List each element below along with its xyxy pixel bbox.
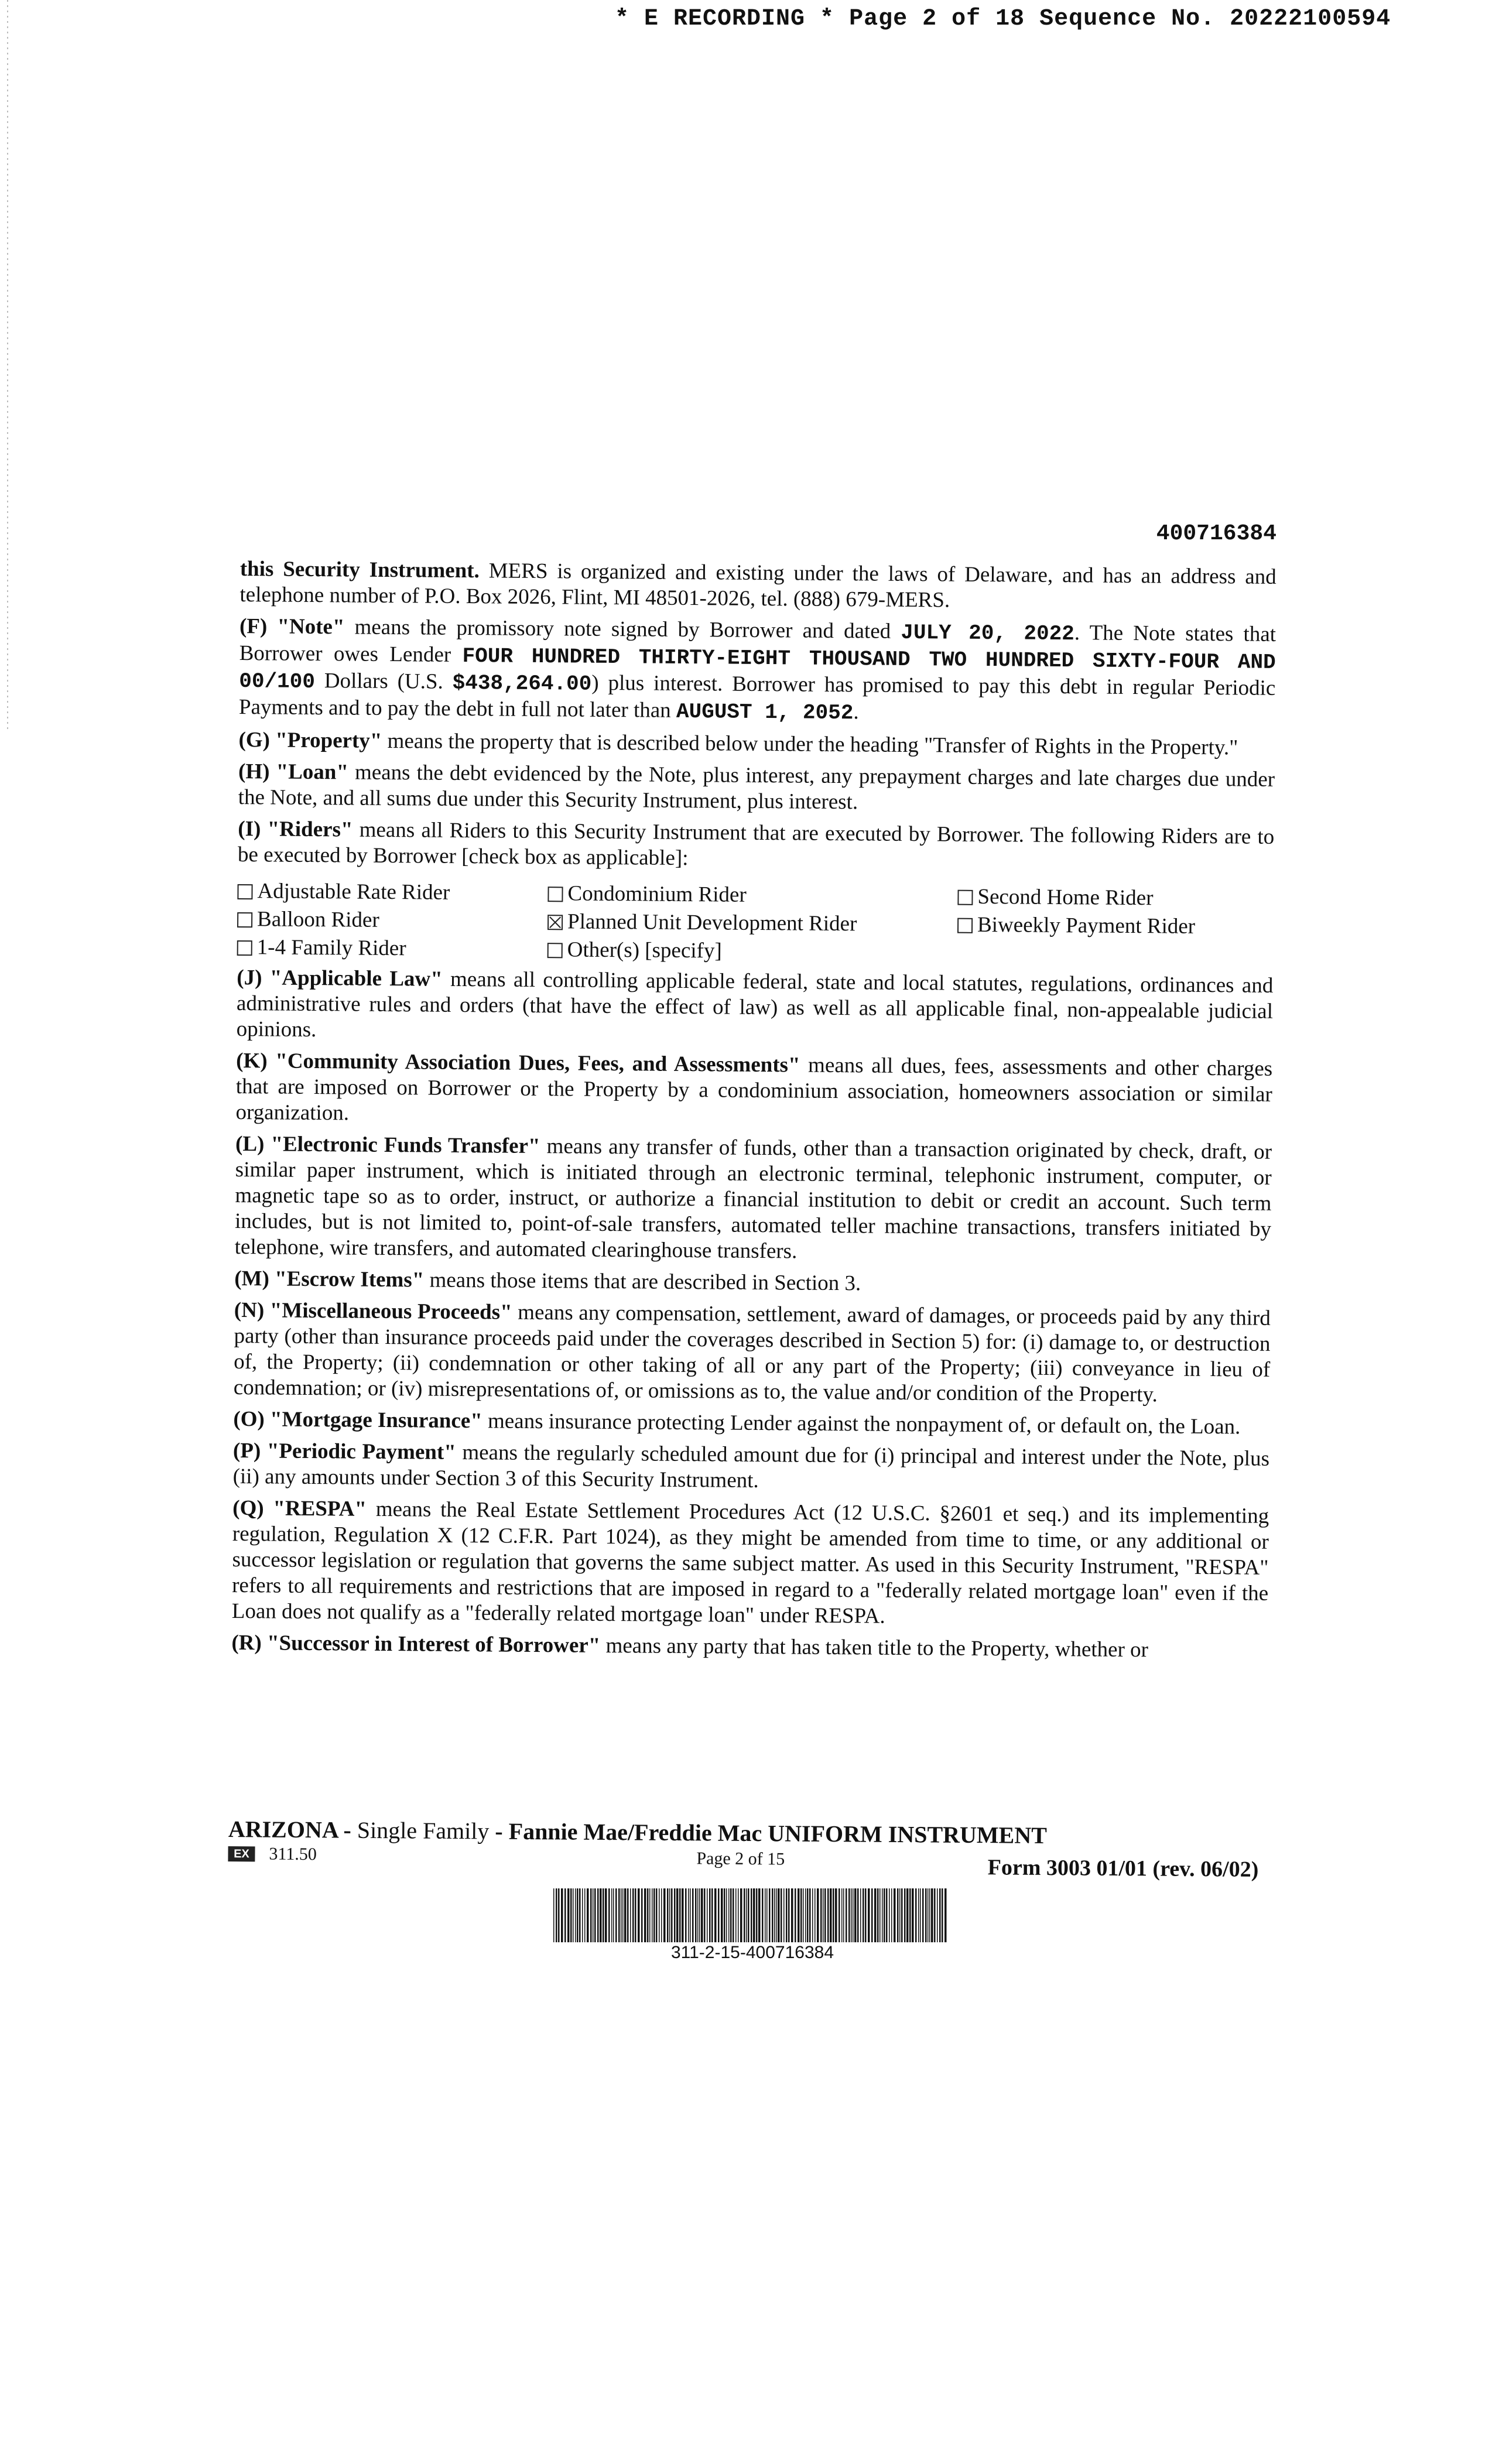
barcode-bar xyxy=(618,1888,620,1942)
note-date: JULY 20, 2022 xyxy=(901,620,1075,646)
barcode-bar xyxy=(944,1888,947,1942)
rider-option[interactable]: Second Home Rider xyxy=(957,883,1274,913)
barcode-bar xyxy=(738,1888,739,1942)
barcode-bar xyxy=(871,1888,873,1942)
barcode-bar xyxy=(587,1888,589,1942)
barcode-bar xyxy=(567,1888,570,1942)
barcode-bar xyxy=(644,1888,646,1942)
barcode-bar xyxy=(751,1888,752,1942)
barcode-bar xyxy=(809,1888,811,1942)
barcode-bar xyxy=(766,1888,768,1942)
barcode-bar xyxy=(798,1888,800,1942)
barcode-bar xyxy=(728,1888,730,1942)
term-note: (F) "Note" xyxy=(239,614,345,639)
barcode-bar xyxy=(740,1888,742,1942)
barcode-bar xyxy=(814,1888,816,1942)
barcode-bar xyxy=(894,1888,896,1942)
recording-stamp: * E RECORDING * Page 2 of 18 Sequence No. 20222100594 xyxy=(615,6,1391,32)
barcode-bar xyxy=(653,1888,655,1942)
barcode-bar xyxy=(707,1888,708,1942)
barcode-bar xyxy=(659,1888,660,1942)
form-number: Form 3003 01/01 (rev. 06/02) xyxy=(987,1855,1259,1882)
definition-association-dues: (K) "Community Association Dues, Fees, and Assessments" means all dues, fees, assessments and other charges that are imposed on Borrower or the Property by a condominium association, homeowners association or similar organization. xyxy=(235,1048,1273,1125)
barcode-bar xyxy=(753,1888,755,1942)
barcode-bar xyxy=(868,1888,870,1942)
barcode-bar xyxy=(584,1888,586,1942)
definition-applicable-law: (J) "Applicable Law" means all controlling applicable federal, state and local statutes, regulations, ordinances and administrative rules and orders (that have the effect of law) as well as all applicable final, non-appealable judicial opinions. xyxy=(236,965,1274,1042)
barcode-bar xyxy=(922,1888,924,1942)
page-footer xyxy=(228,1815,1271,1884)
barcode-bar xyxy=(744,1888,745,1942)
barcode-bar xyxy=(570,1888,572,1942)
riders-checklist xyxy=(237,877,1274,970)
definition-property: (G) "Property" means the property that is described below under the heading "Transfer of Rights in the Property." xyxy=(238,727,1238,760)
barcode-bar xyxy=(807,1888,809,1942)
page-number: Page 2 of 15 xyxy=(696,1849,785,1869)
barcode-bar xyxy=(594,1888,596,1942)
definition-successor: (R) "Successor in Interest of Borrower" means any party that has taken title to the Property, whether or xyxy=(231,1630,1149,1662)
barcode-bar xyxy=(649,1888,651,1942)
barcode-bar xyxy=(791,1888,793,1942)
barcode-bar xyxy=(582,1888,583,1942)
rider-option[interactable]: 1-4 Family Rider xyxy=(237,933,547,964)
barcode-bar xyxy=(863,1888,864,1942)
barcode-bar xyxy=(564,1888,566,1942)
paragraph-mers: this Security Instrument. MERS is organized and existing under the laws of Delaware, and has an address and telephone number of P.O. Box 2026, Flint, MI 48501-2026, tel. (888) 679-MERS. xyxy=(239,556,1276,612)
barcode-bar xyxy=(608,1888,610,1942)
barcode-bar xyxy=(682,1888,684,1942)
barcode-bar xyxy=(769,1888,771,1942)
barcode-bar xyxy=(820,1888,822,1942)
barcode-bar xyxy=(860,1888,861,1942)
barcode-bar xyxy=(726,1888,727,1942)
barcode-bar xyxy=(697,1888,699,1942)
scan-artifact xyxy=(7,0,8,732)
barcode-bar xyxy=(709,1888,711,1942)
footer-title: ARIZONA - Single Family - Fannie Mae/Freddie Mac UNIFORM INSTRUMENT xyxy=(228,1816,1048,1849)
form-code: 311.50 xyxy=(269,1844,317,1864)
barcode-bar xyxy=(685,1888,687,1942)
definition-misc-proceeds: (N) "Miscellaneous Proceeds" means any compensation, settlement, award of damages, or proceeds paid by any third party (other than insurance proceeds paid under the coverages described in Section 5) for: (i) damage to, or destruction of, the Property; (ii) condemnation or other taking of all or any part of the Property; (iii) conveyance in lieu of condemnation; or (iv) misrepresentations of, or omissions as to, the value and/or condition of the Property. xyxy=(233,1298,1271,1407)
barcode-bar xyxy=(853,1888,854,1942)
barcode-bar xyxy=(781,1888,782,1942)
barcode xyxy=(553,1888,952,1942)
barcode-bar xyxy=(746,1888,747,1942)
barcode-bar xyxy=(661,1888,662,1942)
ellie-mae-logo: EX xyxy=(228,1846,255,1861)
barcode-bar xyxy=(748,1888,750,1942)
barcode-bar xyxy=(667,1888,669,1942)
barcode-bar xyxy=(915,1888,917,1942)
barcode-bar xyxy=(795,1888,796,1942)
barcode-bar xyxy=(679,1888,681,1942)
barcode-bar xyxy=(593,1888,594,1942)
barcode-bar xyxy=(718,1888,720,1942)
barcode-bar xyxy=(846,1888,847,1942)
barcode-bar xyxy=(937,1888,938,1942)
barcode-bar xyxy=(627,1888,629,1942)
barcode-bar xyxy=(874,1888,877,1942)
barcode-bar xyxy=(600,1888,602,1942)
barcode-bar xyxy=(788,1888,790,1942)
checkbox-icon[interactable] xyxy=(547,887,563,902)
barcode-bar xyxy=(772,1888,774,1942)
loan-number: 400716384 xyxy=(1156,521,1276,546)
checkbox-icon[interactable] xyxy=(547,943,563,958)
barcode-bar xyxy=(865,1888,867,1942)
barcode-bar xyxy=(884,1888,885,1942)
barcode-bar xyxy=(897,1888,899,1942)
barcode-bar xyxy=(899,1888,901,1942)
barcode-bar xyxy=(605,1888,607,1942)
barcode-bar xyxy=(611,1888,612,1942)
barcode-bar xyxy=(812,1888,813,1942)
checkbox-icon[interactable] xyxy=(237,912,252,928)
barcode-bar xyxy=(704,1888,706,1942)
barcode-bar xyxy=(630,1888,631,1942)
barcode-bar xyxy=(638,1888,640,1942)
barcode-bar xyxy=(925,1888,927,1942)
barcode-bar xyxy=(817,1888,819,1942)
barcode-bar xyxy=(699,1888,700,1942)
barcode-bar xyxy=(765,1888,766,1942)
barcode-bar xyxy=(800,1888,802,1942)
definition-respa: (Q) "RESPA" means the Real Estate Settlement Procedures Act (12 U.S.C. §2601 et seq.) and its implementing regulation, Regulation X (12 C.F.R. Part 1024), as they might be amended from time to time, or any additional or successor legislation or regulation that governs the same subject matter. As used in this Security Instrument, "RESPA" refers to all requirements and restrictions that are imposed in regard to a "federally related mortgage loan" even if the Loan does not qualify as a "federally related mortgage loan" under RESPA. xyxy=(231,1495,1269,1628)
definition-eft: (L) "Electronic Funds Transfer" means any transfer of funds, other than a transaction originated by check, draft, or similar paper instrument, which is initiated through an electronic terminal, telephonic instrument, computer, or magnetic tape so as to order, instruct, or authorize a financial institution to debit or credit an account. Such term includes, but is not limited to, point-of-sale transfers, automated teller machine transactions, transfers initiated by telephone, wire transfers, and automated clearinghouse transfers. xyxy=(234,1131,1272,1264)
barcode-bar xyxy=(721,1888,723,1942)
barcode-bar xyxy=(774,1888,775,1942)
rider-option[interactable]: Condominium Rider xyxy=(547,879,957,911)
barcode-bar xyxy=(688,1888,689,1942)
barcode-bar xyxy=(575,1888,576,1942)
barcode-bar xyxy=(676,1888,679,1942)
barcode-bar xyxy=(579,1888,581,1942)
definition-riders: (I) "Riders" means all Riders to this Security Instrument that are executed by Borrower. The following Riders are to be executed by Borrower [check box as applicable]: xyxy=(237,816,1275,871)
barcode-bar xyxy=(934,1888,936,1942)
barcode-bar xyxy=(603,1888,604,1942)
barcode-bar xyxy=(931,1888,933,1942)
barcode-bar xyxy=(891,1888,892,1942)
barcode-bar xyxy=(833,1888,834,1942)
barcode-bar xyxy=(671,1888,673,1942)
barcode-bar xyxy=(553,1888,555,1942)
barcode-bar xyxy=(621,1888,622,1942)
definition-loan: (H) "Loan" means the debt evidenced by the Note, plus interest, any prepayment charges and late charges due under the Note, and all sums due under this Security Instrument, plus interest. xyxy=(238,759,1275,815)
barcode-bar xyxy=(590,1888,592,1942)
rider-option[interactable]: Other(s) [specify] xyxy=(547,936,957,967)
barcode-bar xyxy=(928,1888,929,1942)
barcode-bar xyxy=(909,1888,911,1942)
barcode-bar xyxy=(758,1888,761,1942)
definition-escrow-items: (M) "Escrow Items" means those items that are described in Section 3. xyxy=(234,1266,861,1296)
barcode-bar xyxy=(635,1888,636,1942)
barcode-bar xyxy=(805,1888,806,1942)
barcode-bar xyxy=(711,1888,713,1942)
barcode-bar xyxy=(854,1888,857,1942)
barcode-bar xyxy=(939,1888,941,1942)
barcode-bar xyxy=(735,1888,737,1942)
barcode-bar xyxy=(622,1888,624,1942)
barcode-bar xyxy=(669,1888,670,1942)
barcode-bar xyxy=(904,1888,906,1942)
maturity-date: AUGUST 1, 2052 xyxy=(676,699,854,725)
rider-option[interactable]: Biweekly Payment Rider xyxy=(957,911,1274,942)
barcode-bar xyxy=(889,1888,890,1942)
barcode-bar xyxy=(786,1888,788,1942)
barcode-bar xyxy=(558,1888,560,1942)
barcode-bar xyxy=(942,1888,943,1942)
barcode-bar xyxy=(824,1888,826,1942)
barcode-bar xyxy=(906,1888,909,1942)
barcode-bar xyxy=(597,1888,599,1942)
barcode-bar xyxy=(920,1888,921,1942)
loan-amount: $438,264.00 xyxy=(452,670,592,696)
rider-option[interactable]: Adjustable Rate Rider xyxy=(237,877,547,908)
barcode-bar xyxy=(857,1888,859,1942)
barcode-bar xyxy=(843,1888,844,1942)
barcode-bar xyxy=(776,1888,777,1942)
barcode-bar xyxy=(714,1888,717,1942)
barcode-bar xyxy=(879,1888,881,1942)
barcode-bar xyxy=(778,1888,780,1942)
barcode-bar xyxy=(701,1888,703,1942)
barcode-bar xyxy=(632,1888,634,1942)
barcode-bar xyxy=(841,1888,843,1942)
barcode-bar xyxy=(573,1888,574,1942)
barcode-bar xyxy=(912,1888,914,1942)
rider-option[interactable]: Balloon Rider xyxy=(237,905,547,936)
barcode-bar xyxy=(827,1888,829,1942)
barcode-bar xyxy=(877,1888,879,1942)
barcode-bar xyxy=(803,1888,804,1942)
barcode-bar xyxy=(692,1888,694,1942)
barcode-bar xyxy=(762,1888,764,1942)
checkbox-icon[interactable] xyxy=(957,890,973,905)
barcode-bar xyxy=(615,1888,617,1942)
barcode-bar xyxy=(695,1888,697,1942)
definition-mortgage-insurance: (O) "Mortgage Insurance" means insurance protecting Lender against the nonpayment of, or default on, the Loan. xyxy=(233,1406,1241,1439)
barcode-bar xyxy=(839,1888,840,1942)
barcode-bar xyxy=(690,1888,691,1942)
definition-note: (F) "Note" means the promissory note signed by Borrower and dated JULY 20, 2022. The Note states that Borrower owes Lender FOUR HUNDRED THIRTY-EIGHT THOUSAND TWO HUNDRED SIXTY-FOUR AND 00/100 Dollars (U.S. $438,264.00) plus interest. Borrower has promised to pay this debt in regular Periodic Payments and to pay the debt in full not later than AUGUST 1, 2052. xyxy=(238,614,1276,725)
document-body xyxy=(231,556,1276,1670)
definition-periodic-payment: (P) "Periodic Payment" means the regularly scheduled amount due for (i) principal and interest under the Note, plus (ii) any amounts under Section 3 of this Security Instrument. xyxy=(232,1438,1270,1493)
barcode-bar xyxy=(918,1888,919,1942)
barcode-bar xyxy=(652,1888,653,1942)
barcode-bar xyxy=(756,1888,758,1942)
barcode-bar xyxy=(613,1888,614,1942)
barcode-bar xyxy=(663,1888,666,1942)
checkbox-icon[interactable] xyxy=(957,918,973,933)
barcode-bar xyxy=(783,1888,785,1942)
checkbox-icon[interactable] xyxy=(237,940,252,956)
barcode-bar xyxy=(647,1888,649,1942)
barcode-bar xyxy=(577,1888,579,1942)
checked-checkbox-icon[interactable] xyxy=(547,915,563,930)
barcode-bar xyxy=(886,1888,888,1942)
barcode-bar xyxy=(656,1888,658,1942)
barcode-bar xyxy=(561,1888,563,1942)
barcode-bar xyxy=(556,1888,557,1942)
barcode-bar xyxy=(929,1888,930,1942)
barcode-bar xyxy=(835,1888,837,1942)
barcode-bar xyxy=(823,1888,824,1942)
barcode-bar xyxy=(730,1888,732,1942)
barcode-bar xyxy=(624,1888,627,1942)
barcode-bar xyxy=(851,1888,852,1942)
barcode-number: 311-2-15-400716384 xyxy=(670,1943,834,1962)
barcode-bar xyxy=(901,1888,903,1942)
barcode-bar xyxy=(724,1888,725,1942)
barcode-bar xyxy=(830,1888,832,1942)
barcode-bar xyxy=(848,1888,850,1942)
barcode-bar xyxy=(674,1888,676,1942)
barcode-bar xyxy=(882,1888,883,1942)
barcode-bar xyxy=(641,1888,643,1942)
rider-option[interactable]: Planned Unit Development Rider xyxy=(547,908,957,939)
barcode-bar xyxy=(733,1888,734,1942)
checkbox-icon[interactable] xyxy=(237,884,252,899)
loan-amount-words: FOUR HUNDRED THIRTY-EIGHT THOUSAND TWO HUNDRED SIXTY-FOUR AND 00/100 xyxy=(239,644,1276,694)
